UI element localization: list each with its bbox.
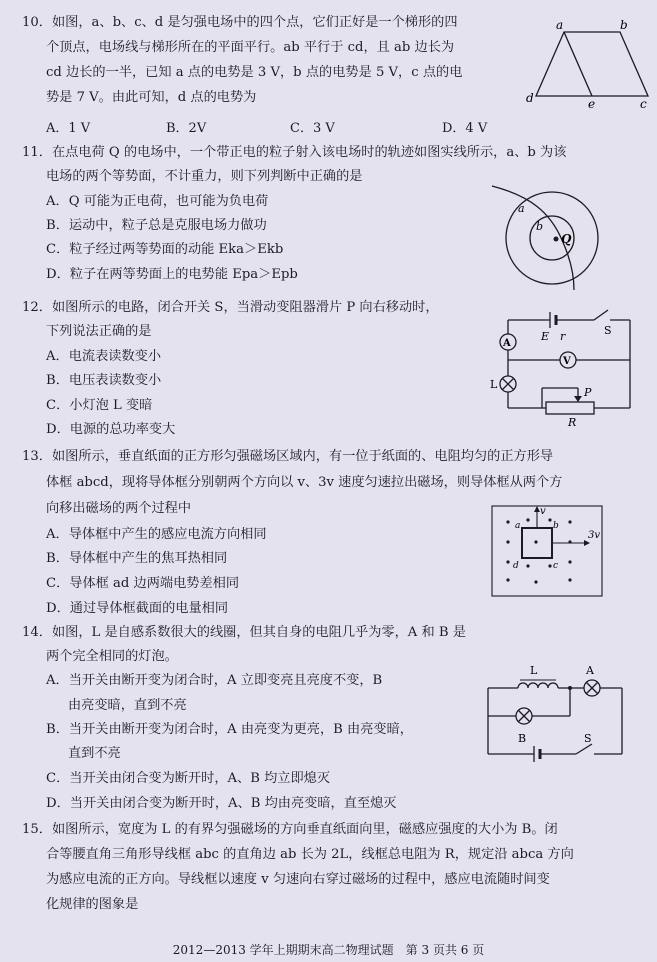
label-v: v [540,506,546,517]
q15-line-1: 15．如图所示，宽度为 L 的有界匀强磁场的方向垂直纸面向里，磁感应强度的大小为 B。闭 [22,822,558,837]
label-b: B [518,732,527,745]
q12-option-d[interactable]: D．电源的总功率变大 [46,422,176,437]
trapezoid-shape [536,32,648,96]
q14-line-1: 14．如图，L 是自感系数很大的线圈，但其自身的电阻几乎为零，A 和 B 是 [22,625,466,640]
q12-line-2: 下列说法正确的是 [46,324,152,339]
q14-option-a-cont: 由亮变暗，直到不亮 [68,698,187,713]
q11-option-d[interactable]: D．粒子在两等势面上的电势能 Epa＞Epb [46,267,298,282]
q10-option-b[interactable]: B．2V [166,121,207,136]
label-b: b [536,220,544,233]
q10-line-2: 个顶点，电场线与梯形所在的平面平行。ab 平行于 cd，且 ab 边长为 [46,40,455,55]
q12-line-1: 12．如图所示的电路，闭合开关 S，当滑动变阻器滑片 P 向右移动时， [22,300,439,315]
label-a: a [518,202,525,215]
label-c: c [640,97,647,111]
q13-option-c[interactable]: C．导体框 ad 边两端电势差相同 [46,576,240,591]
q11-line-1: 11．在点电荷 Q 的电场中，一个带正电的粒子射入该电场时的轨迹如图实线所示，a、b 为该 [22,145,567,160]
q14-option-c[interactable]: C．当开关由闭合变为断开时，A、B 均立即熄灭 [46,771,331,786]
equipotential-figure [490,182,610,292]
label-d: d [513,561,519,571]
charge-point [554,237,559,242]
label-3v: 3v [588,530,601,541]
q15-line-4: 化规律的图象是 [46,897,139,912]
trapezoid-figure [522,18,652,110]
label-b: b [620,18,628,32]
label-r: r [560,330,566,343]
q12-option-a[interactable]: A．电流表读数变小 [46,349,162,364]
q13-line-2: 体框 abcd，现将导体框分别朝两个方向以 v、3v 速度匀速拉出磁场，则导体框从两个方 [46,475,563,490]
q10-line-1: 10．如图，a、b、c、d 是匀强电场中的四个点，它们正好是一个梯形的四 [22,15,458,30]
label-ammeter: A [503,338,511,349]
circuit-figure-12 [488,304,638,429]
magnetic-field-figure [488,502,610,602]
label-e: e [588,97,596,111]
q14-option-b-cont: 直到不亮 [68,746,121,761]
q13-option-b[interactable]: B．导体框中产生的焦耳热相同 [46,551,228,566]
label-l: L [530,664,538,677]
label-q: Q [561,232,572,246]
page-footer: 2012—2013 学年上期期末高二物理试题 第 3 页共 6 页 [172,943,485,957]
label-a: A [586,664,594,677]
q12-option-b[interactable]: B．电压表读数变小 [46,373,162,388]
label-c: c [553,561,559,571]
q10-line-3: cd 边长的一半，已知 a 点的电势是 3 V，b 点的电势是 5 V，c 点的电 [46,65,463,80]
q11-option-b[interactable]: B．运动中，粒子总是克服电场力做功 [46,218,267,233]
q13-line-3: 向移出磁场的两个过程中 [46,501,192,516]
q13-option-d[interactable]: D．通过导体框截面的电量相同 [46,601,229,616]
label-a: a [515,521,521,531]
label-e: E [541,330,550,343]
q10-option-d[interactable]: D．4 V [442,121,488,136]
q10-option-c[interactable]: C．3 V [290,121,335,136]
q13-line-1: 13．如图所示，垂直纸面的正方形匀强磁场区域内，有一位于纸面的、电阻均匀的正方形导 [22,449,554,464]
q10-line-4: 势是 7 V。由此可知，d 点的电势为 [46,90,257,105]
label-s: S [584,732,592,745]
q15-line-3: 为感应电流的正方向。导线框以速度 v 匀速向右穿过磁场的过程中，感应电流随时间变 [46,872,550,887]
q10-option-a[interactable]: A．1 V [46,121,91,136]
q14-option-a[interactable]: A．当开关由断开变为闭合时，A 立即变亮且亮度不变，B [46,673,383,688]
q14-option-b[interactable]: B．当开关由断开变为闭合时，A 由亮变为更亮，B 由亮变暗， [46,722,413,737]
circuit-figure-14 [480,658,630,766]
segment-ae [564,32,592,96]
label-b: b [553,521,559,531]
inductor-coil [518,683,558,688]
label-lamp: L [490,378,498,391]
label-a: a [556,18,564,32]
q14-option-d[interactable]: D．当开关由闭合变为断开时，A、B 均由亮变暗，直至熄灭 [46,796,397,811]
label-s: S [604,324,612,337]
q12-option-c[interactable]: C．小灯泡 L 变暗 [46,398,153,413]
label-voltmeter: V [563,356,571,367]
q13-option-a[interactable]: A．导体框中产生的感应电流方向相同 [46,527,267,542]
label-p: P [584,386,592,399]
q11-option-c[interactable]: C．粒子经过两等势面的动能 Eka＞Ekb [46,242,284,257]
switch-blade [576,744,592,754]
q15-line-2: 合等腰直角三角形导线框 abc 的直角边 ab 长为 2L，线框总电阻为 R，规定沿 abca 方向 [46,847,574,862]
junction-dot [568,686,572,690]
switch-blade [594,310,608,320]
slider-arrow [574,396,582,402]
label-resistor: R [568,416,577,429]
q11-option-a[interactable]: A．Q 可能为正电荷，也可能为负电荷 [46,194,269,209]
field-boundary [492,506,602,596]
q11-line-2: 电场的两个等势面，不计重力，则下列判断中正确的是 [46,169,363,184]
rheostat-body [546,402,594,414]
label-d: d [526,91,534,105]
q14-line-2: 两个完全相同的灯泡。 [46,649,178,664]
